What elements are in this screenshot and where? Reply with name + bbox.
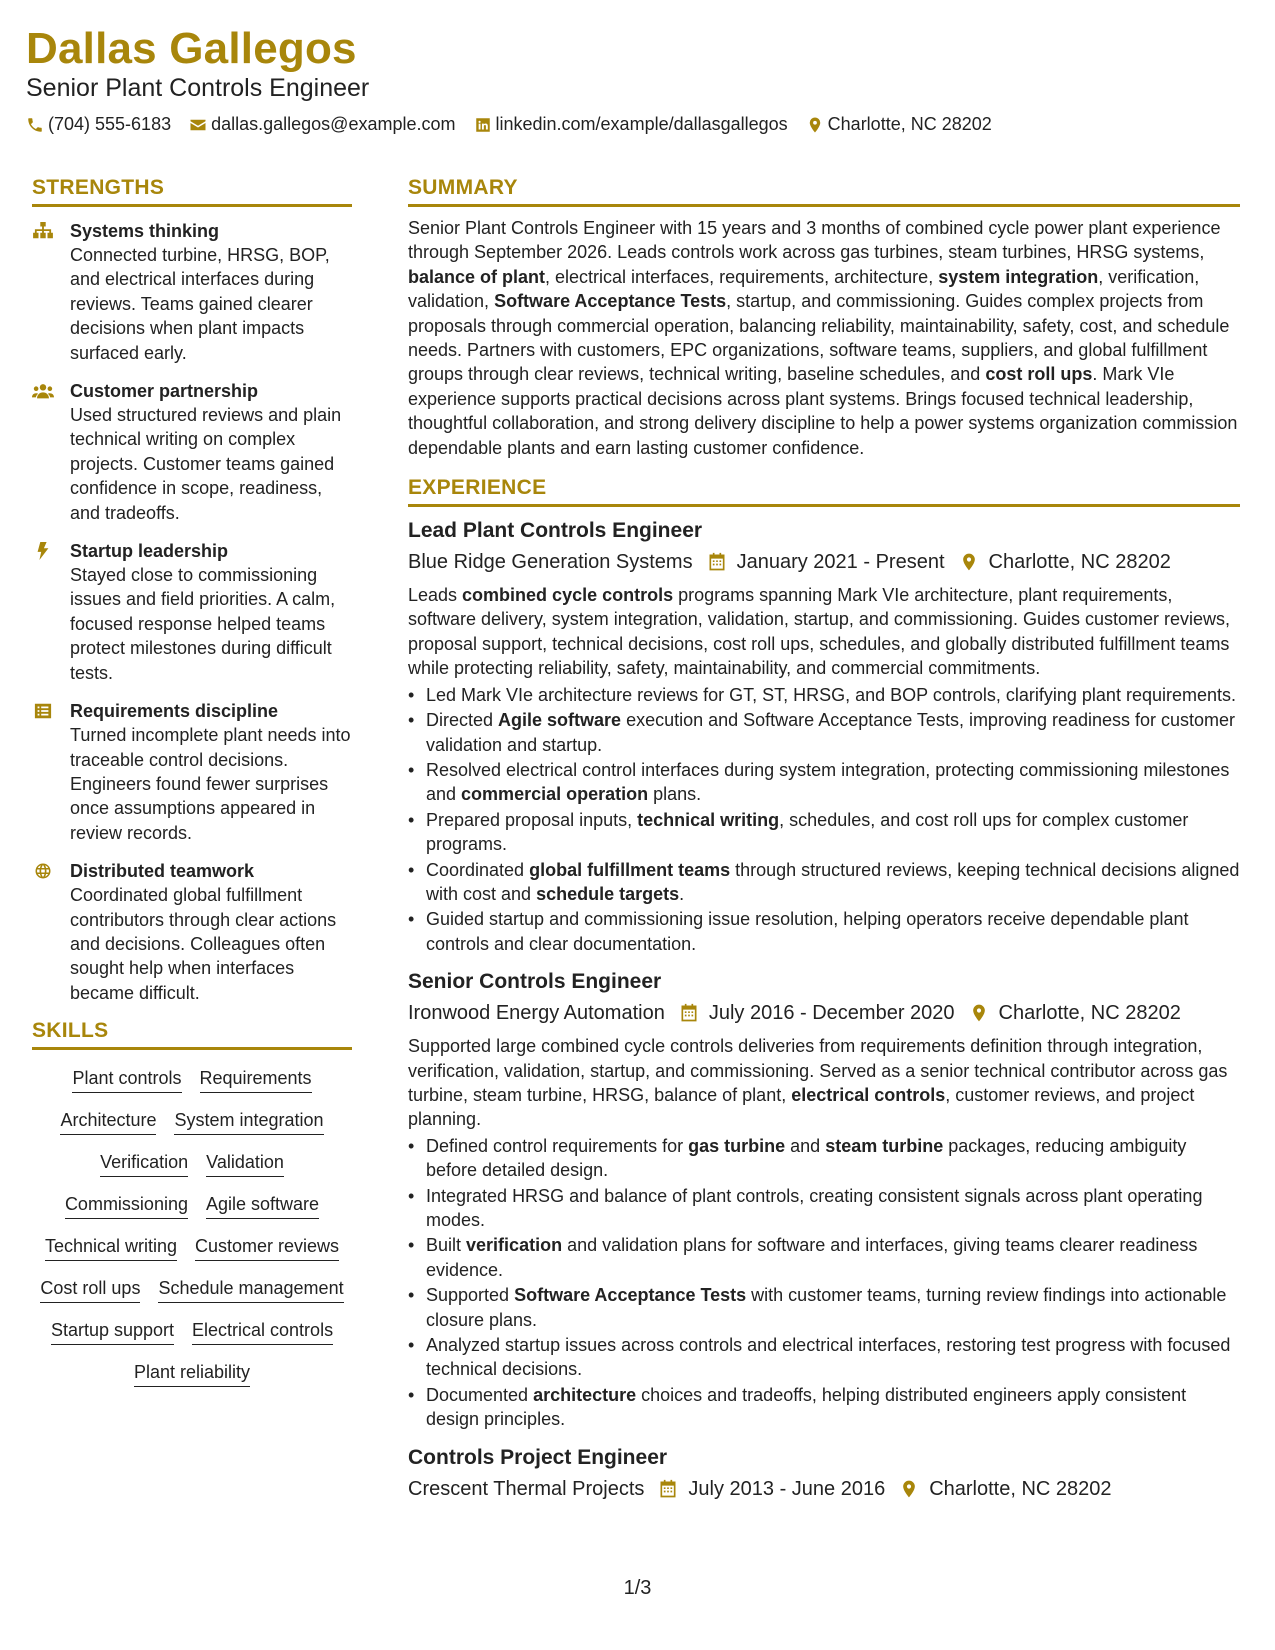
job-company: Blue Ridge Generation Systems bbox=[408, 551, 693, 574]
bullet-item: • Guided startup and commissioning issue resolution, helping operators receive dependable plant controls and clear documentation. bbox=[408, 907, 1240, 956]
skill-tag: Schedule management bbox=[158, 1276, 343, 1303]
summary-heading: SUMMARY bbox=[408, 176, 1240, 207]
bullet-item: • Led Mark VIe architecture reviews for GT, ST, HRSG, and BOP controls, clarifying plant requirements. bbox=[408, 683, 1240, 707]
strength-title: Requirements discipline bbox=[70, 701, 279, 722]
experience-heading: EXPERIENCE bbox=[408, 476, 1240, 507]
bullet-item: • Built verification and validation plans for software and interfaces, giving teams clearer readiness evidence. bbox=[408, 1233, 1240, 1282]
job-description: Leads combined cycle controls programs spanning Mark VIe architecture, plant requirements, software delivery, system integration, validation, startup, and commissioning. Guides customer reviews, proposal support, technical decisions, cost roll ups, schedules, and globally distributed fulfillment teams while protecting reliability, safety, maintainability, and commercial commitments. bbox=[408, 585, 1231, 679]
job-entry bbox=[408, 968, 1240, 1432]
bullet-item: • Documented architecture choices and tradeoffs, helping distributed engineers apply consistent design principles. bbox=[408, 1383, 1240, 1432]
strength-item bbox=[32, 859, 352, 1005]
calendar-icon bbox=[707, 552, 727, 572]
job-meta bbox=[408, 1474, 1240, 1504]
skill-tag: Startup support bbox=[51, 1318, 174, 1345]
candidate-headline: Senior Plant Controls Engineer bbox=[26, 74, 370, 102]
contact-email[interactable] bbox=[189, 114, 455, 135]
envelope-icon bbox=[189, 116, 207, 134]
strength-item bbox=[32, 219, 352, 365]
skill-tag: System integration bbox=[174, 1108, 323, 1135]
skill-tag: Commissioning bbox=[65, 1192, 188, 1219]
map-pin-icon bbox=[806, 116, 824, 134]
skill-tag: Plant reliability bbox=[134, 1360, 250, 1387]
job-dates: July 2013 - June 2016 bbox=[688, 1477, 886, 1500]
skill-tag: Customer reviews bbox=[195, 1234, 339, 1261]
users-icon bbox=[32, 382, 54, 400]
job-location: Charlotte, NC 28202 bbox=[988, 551, 1171, 574]
job-title: Controls Project Engineer bbox=[408, 1445, 668, 1469]
page-indicator: 1/3 bbox=[623, 1577, 652, 1599]
calendar-icon bbox=[658, 1479, 678, 1499]
skill-tag: Verification bbox=[100, 1150, 188, 1177]
strength-item bbox=[32, 379, 352, 525]
bullet-item: • Supported Software Acceptance Tests with customer teams, turning review findings into actionable closure plans. bbox=[408, 1283, 1240, 1332]
strengths-list bbox=[32, 219, 352, 1005]
strengths-heading: STRENGTHS bbox=[32, 176, 352, 207]
strength-item bbox=[32, 699, 352, 845]
phone-icon bbox=[26, 116, 44, 134]
contact-bar bbox=[26, 114, 992, 135]
job-dates: July 2016 - December 2020 bbox=[708, 1002, 955, 1025]
map-pin-icon bbox=[899, 1479, 919, 1499]
job-company: Crescent Thermal Projects bbox=[408, 1477, 645, 1500]
skill-tag: Cost roll ups bbox=[40, 1276, 140, 1303]
skill-tag: Electrical controls bbox=[192, 1318, 333, 1345]
skill-tag: Plant controls bbox=[72, 1066, 181, 1093]
bullet-item: • Directed Agile software execution and Software Acceptance Tests, improving readiness for customer validation and startup. bbox=[408, 708, 1240, 757]
job-entry bbox=[408, 517, 1240, 956]
job-location: Charlotte, NC 28202 bbox=[929, 1477, 1112, 1500]
strength-title: Startup leadership bbox=[70, 541, 229, 562]
job-title: Senior Controls Engineer bbox=[408, 970, 662, 994]
skill-tag: Requirements bbox=[200, 1066, 312, 1093]
location-text: Charlotte, NC 28202 bbox=[827, 114, 992, 134]
job-location: Charlotte, NC 28202 bbox=[998, 1002, 1181, 1025]
contact-location bbox=[806, 114, 992, 135]
strength-desc: Used structured reviews and plain technical writing on complex projects. Customer teams gained confidence in scope, readiness, and tradeoffs. bbox=[70, 405, 342, 523]
job-description: Supported large combined cycle controls deliveries from requirements definition through integration, verification, validation, startup, and commissioning. Served as a senior technical contributor across gas turbine, steam turbine, HRSG, balance of plant, electrical controls, customer reviews, and project planning. bbox=[408, 1036, 1228, 1130]
contact-phone[interactable] bbox=[26, 114, 171, 135]
strength-desc: Turned incomplete plant needs into traceable control decisions. Engineers found fewer surprises once assumptions appeared in review records. bbox=[70, 725, 351, 843]
job-title: Lead Plant Controls Engineer bbox=[408, 519, 703, 543]
strength-title: Customer partnership bbox=[70, 381, 259, 402]
globe-icon bbox=[32, 862, 54, 880]
skills-heading: SKILLS bbox=[32, 1019, 352, 1050]
job-company: Ironwood Energy Automation bbox=[408, 1002, 665, 1025]
calendar-icon bbox=[679, 1003, 699, 1023]
skill-tag: Validation bbox=[206, 1150, 284, 1177]
strength-title: Distributed teamwork bbox=[70, 861, 255, 882]
contact-linkedin[interactable] bbox=[474, 114, 788, 135]
left-column bbox=[32, 176, 352, 1387]
strength-desc: Stayed close to commissioning issues and field priorities. A calm, focused response helped teams protect milestones during difficult tests. bbox=[70, 565, 336, 683]
map-pin-icon bbox=[959, 552, 979, 572]
job-meta bbox=[408, 998, 1240, 1028]
sitemap-icon bbox=[32, 222, 54, 240]
strength-desc: Coordinated global fulfillment contributors through clear actions and decisions. Colleagues often sought help when interfaces became difficult. bbox=[70, 885, 337, 1003]
job-meta bbox=[408, 547, 1240, 577]
strength-desc: Connected turbine, HRSG, BOP, and electrical interfaces during reviews. Teams gained clearer decisions when plant impacts surfaced early. bbox=[70, 245, 330, 363]
bullet-item: • Prepared proposal inputs, technical writing, schedules, and cost roll ups for complex customer programs. bbox=[408, 808, 1240, 857]
bullet-item: • Resolved electrical control interfaces during system integration, protecting commissioning milestones and commercial operation plans. bbox=[408, 758, 1240, 807]
job-entry bbox=[408, 1444, 1240, 1504]
candidate-name: Dallas Gallegos bbox=[26, 24, 357, 73]
linkedin-text: linkedin.com/example/dallasgallegos bbox=[495, 114, 788, 134]
skill-tag: Agile software bbox=[206, 1192, 319, 1219]
bolt-icon bbox=[32, 542, 54, 560]
bullet-item: • Defined control requirements for gas turbine and steam turbine packages, reducing ambiguity before detailed design. bbox=[408, 1134, 1240, 1183]
phone-text: (704) 555-6183 bbox=[48, 114, 172, 134]
job-bullets bbox=[408, 683, 1240, 956]
skill-tag: Technical writing bbox=[45, 1234, 177, 1261]
strength-item bbox=[32, 539, 352, 685]
list-icon bbox=[32, 702, 54, 720]
skill-tag: Architecture bbox=[60, 1108, 156, 1135]
job-dates: January 2021 - Present bbox=[736, 551, 945, 574]
skills-list bbox=[32, 1066, 352, 1387]
bullet-item: • Coordinated global fulfillment teams through structured reviews, keeping technical decisions aligned with cost and schedule targets. bbox=[408, 858, 1240, 907]
summary-text: Senior Plant Controls Engineer with 15 years and 3 months of combined cycle power plant experience through September 2026. Leads controls work across gas turbines, steam turbines, HRSG systems, balance of plant, electrical interfaces, requirements, architecture, system integration, verification, validation, Software Acceptance Tests, startup, and commissioning. Guides complex projects from proposals through commercial operation, balancing reliability, maintainability, safety, cost, and schedule needs. Partners with customers, EPC organizations, software teams, suppliers, and global fulfillment groups through clear reviews, technical writing, baseline schedules, and cost roll ups. Mark VIe experience supports practical decisions across plant systems. Brings focused technical leadership, thoughtful collaboration, and strong delivery discipline to help a power systems organization commission dependable plants and earn lasting customer confidence. bbox=[408, 218, 1238, 458]
linkedin-icon bbox=[474, 116, 492, 134]
strength-title: Systems thinking bbox=[70, 221, 220, 241]
map-pin-icon bbox=[969, 1003, 989, 1023]
job-bullets bbox=[408, 1134, 1240, 1432]
email-text: dallas.gallegos@example.com bbox=[211, 114, 456, 134]
bullet-item: • Integrated HRSG and balance of plant controls, creating consistent signals across plant operating modes. bbox=[408, 1184, 1240, 1233]
bullet-item: • Analyzed startup issues across controls and electrical interfaces, restoring test progress with focused technical decisions. bbox=[408, 1333, 1240, 1382]
right-column bbox=[408, 176, 1240, 1504]
